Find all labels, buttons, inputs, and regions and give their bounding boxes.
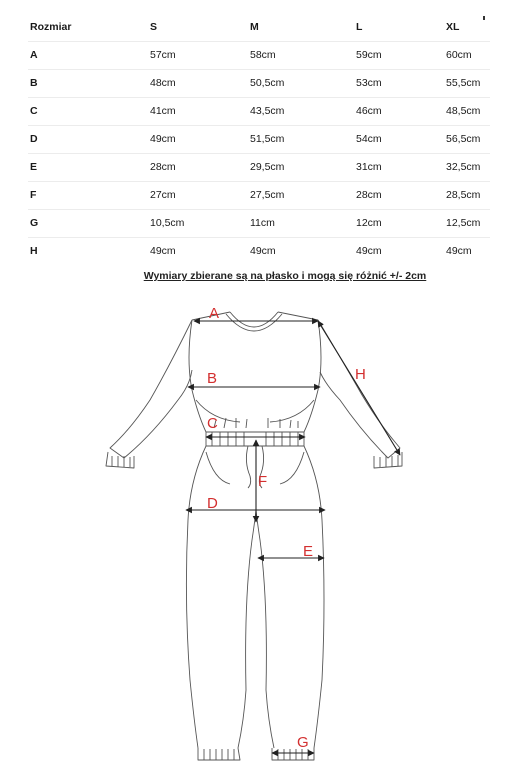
row-label: B (30, 77, 38, 89)
label-d: D (207, 495, 218, 512)
divider (28, 209, 490, 210)
cell-l: 49cm (356, 245, 382, 257)
cell-s: 27cm (150, 189, 176, 201)
divider (28, 237, 490, 238)
cell-xl: 28,5cm (446, 189, 481, 201)
divider (28, 41, 490, 42)
cell-m: 50,5cm (250, 77, 285, 89)
table-row (0, 241, 510, 261)
cell-l: 28cm (356, 189, 382, 201)
cell-s: 57cm (150, 49, 176, 61)
header-xl: XL (446, 21, 460, 33)
cell-m: 58cm (250, 49, 276, 61)
label-h: H (355, 366, 366, 383)
cell-s: 41cm (150, 105, 176, 117)
cell-xl: 48,5cm (446, 105, 481, 117)
measurement-arrows (186, 321, 400, 753)
divider (28, 97, 490, 98)
cell-l: 12cm (356, 217, 382, 229)
cell-l: 54cm (356, 133, 382, 145)
header-m: M (250, 21, 259, 33)
cell-xl: 55,5cm (446, 77, 481, 89)
row-label: D (30, 133, 38, 145)
cell-s: 48cm (150, 77, 176, 89)
cell-xl: 49cm (446, 245, 472, 257)
table-header-row (0, 17, 510, 37)
label-g: G (297, 734, 309, 751)
table-row (0, 157, 510, 177)
table-row (0, 45, 510, 65)
label-c: C (207, 415, 218, 432)
cell-m: 11cm (250, 217, 275, 229)
cell-xl: 56,5cm (446, 133, 481, 145)
cell-l: 46cm (356, 105, 382, 117)
table-row (0, 129, 510, 149)
divider (28, 69, 490, 70)
header-size: Rozmiar (30, 21, 72, 33)
measurement-note: Wymiary zbierane są na płasko i mogą się różnić +/- 2cm (143, 270, 427, 282)
cell-s: 10,5cm (150, 217, 185, 229)
row-label: E (30, 161, 38, 173)
corner-mark (483, 16, 485, 20)
cell-l: 31cm (356, 161, 382, 173)
table-row (0, 101, 510, 121)
cell-s: 28cm (150, 161, 176, 173)
divider (28, 153, 490, 154)
table-row (0, 213, 510, 233)
label-e: E (303, 543, 314, 560)
cell-s: 49cm (150, 133, 176, 145)
label-f: F (258, 473, 268, 490)
row-label: H (30, 245, 38, 257)
divider (28, 125, 490, 126)
label-b: B (207, 370, 218, 387)
measurement-labels (207, 305, 366, 751)
row-label: C (30, 105, 38, 117)
cell-l: 53cm (356, 77, 382, 89)
cell-m: 49cm (250, 245, 276, 257)
header-l: L (356, 21, 363, 33)
cell-m: 29,5cm (250, 161, 285, 173)
row-label: G (30, 217, 39, 229)
cell-m: 27,5cm (250, 189, 285, 201)
row-label: F (30, 189, 37, 201)
header-s: S (150, 21, 158, 33)
cell-m: 51,5cm (250, 133, 285, 145)
row-label: A (30, 49, 38, 61)
divider (28, 181, 490, 182)
cell-m: 43,5cm (250, 105, 285, 117)
cell-xl: 32,5cm (446, 161, 481, 173)
cell-s: 49cm (150, 245, 176, 257)
jumpsuit-diagram (0, 295, 510, 765)
cell-xl: 60cm (446, 49, 472, 61)
table-row (0, 185, 510, 205)
cell-l: 59cm (356, 49, 382, 61)
table-row (0, 73, 510, 93)
label-a: A (209, 305, 220, 322)
cell-xl: 12,5cm (446, 217, 481, 229)
